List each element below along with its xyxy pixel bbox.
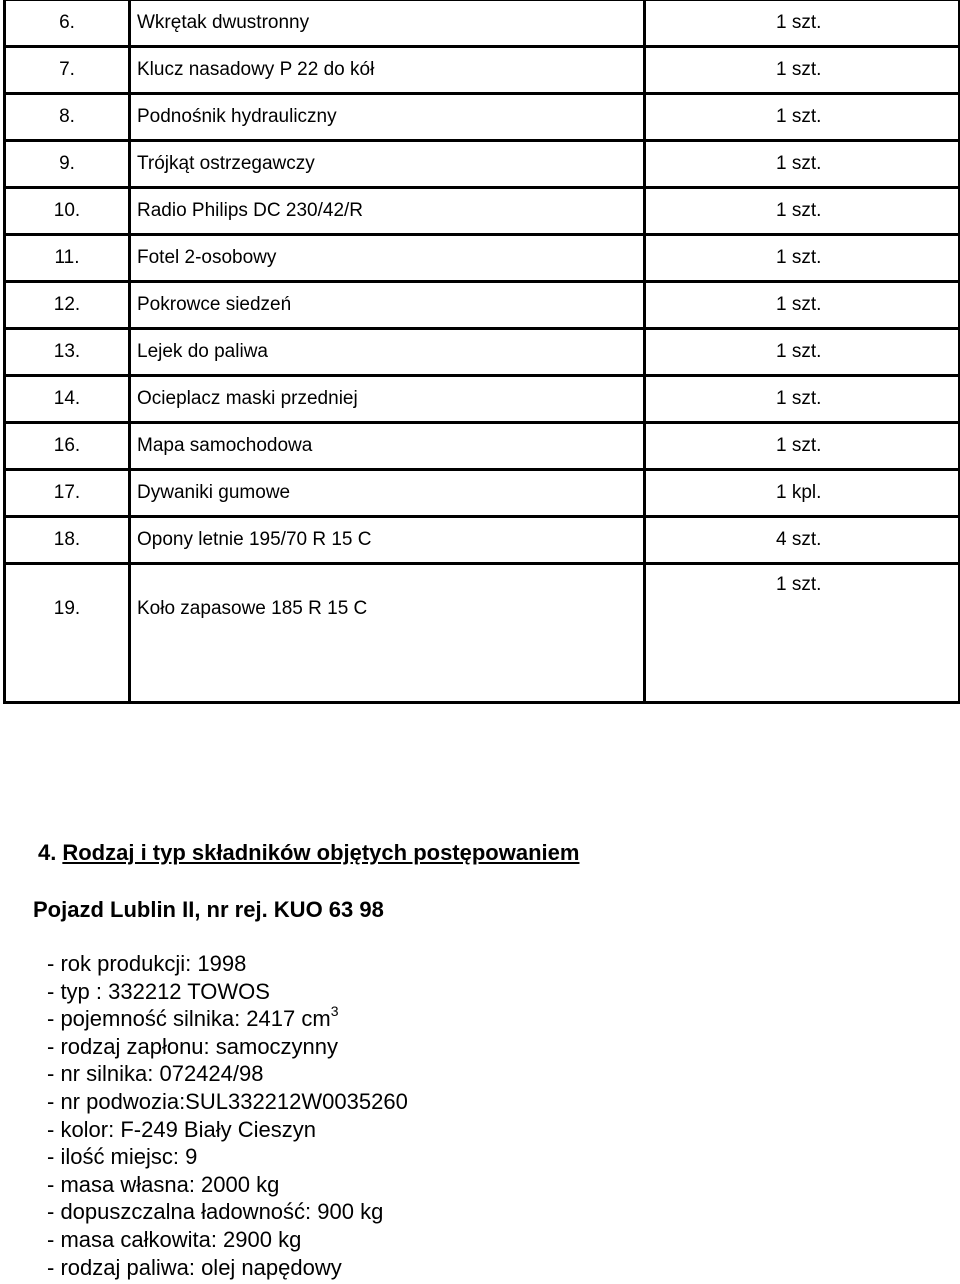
- row-number: 14.: [5, 376, 130, 423]
- table-row: [5, 329, 960, 376]
- spec-seats: - ilość miejsc: 9: [47, 1144, 198, 1170]
- spec-payload: - dopuszczalna ładowność: 900 kg: [47, 1199, 384, 1225]
- item-name: Radio Philips DC 230/42/R: [130, 188, 645, 235]
- row-number: 10.: [5, 188, 130, 235]
- row-number: 19.: [5, 564, 130, 703]
- table-row: [5, 0, 960, 47]
- unit-exponent: 3: [330, 1003, 339, 1020]
- item-name: Opony letnie 195/70 R 15 C: [130, 517, 645, 564]
- item-name: Trójkąt ostrzegawczy: [130, 141, 645, 188]
- item-name: Klucz nasadowy P 22 do kół: [130, 47, 645, 94]
- item-quantity: 1 szt.: [645, 94, 960, 141]
- spec-engine-capacity-text: - pojemność silnika: 2417 cm: [47, 1006, 331, 1032]
- table-row: [5, 564, 960, 703]
- item-name: Mapa samochodowa: [130, 423, 645, 470]
- item-quantity: 1 szt.: [645, 141, 960, 188]
- row-number: 16.: [5, 423, 130, 470]
- item-name: Podnośnik hydrauliczny: [130, 94, 645, 141]
- row-number: 7.: [5, 47, 130, 94]
- spec-color: - kolor: F-249 Biały Cieszyn: [47, 1116, 316, 1142]
- item-name: Wkrętak dwustronny: [130, 0, 645, 47]
- item-name: Pokrowce siedzeń: [130, 282, 645, 329]
- section-title: Rodzaj i typ składników objętych postępowaniem: [62, 840, 580, 865]
- spec-ignition: - rodzaj zapłonu: samoczynny: [47, 1033, 339, 1059]
- item-quantity: 1 szt.: [645, 376, 960, 423]
- item-quantity: 1 szt.: [645, 282, 960, 329]
- item-quantity: 1 szt.: [645, 0, 960, 47]
- item-quantity: 1 szt.: [645, 47, 960, 94]
- row-number: 11.: [5, 235, 130, 282]
- table-row: [5, 423, 960, 470]
- item-name: Lejek do paliwa: [130, 329, 645, 376]
- row-number: 9.: [5, 141, 130, 188]
- row-number: 17.: [5, 470, 130, 517]
- table-row: [5, 517, 960, 564]
- row-number: 18.: [5, 517, 130, 564]
- spec-year: - rok produkcji: 1998: [47, 951, 247, 976]
- spec-type: - typ : 332212 TOWOS: [47, 978, 270, 1004]
- table-row: [5, 376, 960, 423]
- item-name: Dywaniki gumowe: [130, 470, 645, 517]
- item-name: Fotel 2-osobowy: [130, 235, 645, 282]
- vehicle-specs-list: [47, 950, 408, 1281]
- spec-engine-number: - nr silnika: 072424/98: [47, 1061, 264, 1087]
- vehicle-title: Pojazd Lublin II, nr rej. KUO 63 98: [33, 897, 384, 922]
- item-quantity: 1 szt.: [645, 329, 960, 376]
- item-quantity: 1 kpl.: [645, 470, 960, 517]
- table-row: [5, 94, 960, 141]
- item-name: Koło zapasowe 185 R 15 C: [130, 564, 645, 703]
- spec-engine-capacity: [47, 1005, 408, 1033]
- section-number: 4.: [38, 840, 57, 865]
- item-quantity: 1 szt.: [645, 564, 960, 703]
- row-number: 12.: [5, 282, 130, 329]
- spec-gross-weight: - masa całkowita: 2900 kg: [47, 1226, 302, 1252]
- table-row: [5, 188, 960, 235]
- row-number: 8.: [5, 94, 130, 141]
- row-number: 13.: [5, 329, 130, 376]
- item-quantity: 1 szt.: [645, 235, 960, 282]
- row-number: 6.: [5, 0, 130, 47]
- spec-fuel: - rodzaj paliwa: olej napędowy: [47, 1254, 342, 1280]
- equipment-table: [3, 0, 960, 704]
- item-quantity: 1 szt.: [645, 423, 960, 470]
- table-row: [5, 47, 960, 94]
- table-row: [5, 470, 960, 517]
- table-row: [5, 141, 960, 188]
- section-heading: [38, 840, 579, 866]
- item-name: Ocieplacz maski przedniej: [130, 376, 645, 423]
- item-quantity: 4 szt.: [645, 517, 960, 564]
- spec-curb-weight: - masa własna: 2000 kg: [47, 1171, 280, 1197]
- item-quantity: 1 szt.: [645, 188, 960, 235]
- table-row: [5, 235, 960, 282]
- spec-chassis-number: - nr podwozia:SUL332212W0035260: [47, 1088, 408, 1114]
- table-row: [5, 282, 960, 329]
